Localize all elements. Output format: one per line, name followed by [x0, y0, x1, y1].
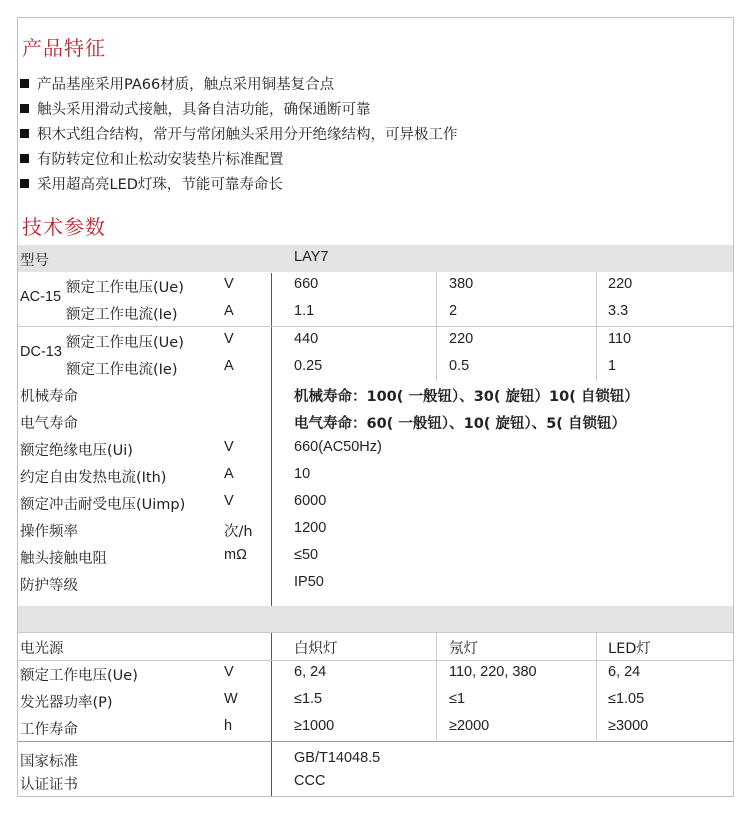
- feature-item: 有防转定位和止松动安装垫片标准配置: [20, 148, 284, 169]
- param-row: 操作频率 次/h 1200: [20, 520, 327, 540]
- dc13-voltage-row: 额定工作电压(Ue) V 440 220 110: [66, 331, 632, 351]
- tech-title: 技术参数: [22, 215, 106, 239]
- feature-item: 采用超高亮LED灯珠，节能可靠寿命长: [20, 173, 283, 194]
- param-row: 额定绝缘电压(Ui) V 660(AC50Hz): [20, 439, 382, 459]
- bullet-square-icon: [20, 129, 29, 138]
- standard-row: 国家标准 GB/T14048.5: [20, 750, 381, 770]
- bullet-square-icon: [20, 79, 29, 88]
- bullet-square-icon: [20, 154, 29, 163]
- standard-row: 认证证书 CCC: [20, 773, 326, 793]
- spec-sheet: [17, 17, 734, 797]
- ac15-voltage-row: 额定工作电压(Ue) V 660 380 220: [66, 276, 633, 296]
- dc13-current-row: 额定工作电流(Ie) A 0.25 0.5 1: [66, 358, 617, 378]
- ac15-group-label: AC-15: [20, 289, 62, 305]
- param-row: 额定冲击耐受电压(Uimp) V 6000: [20, 493, 327, 513]
- light-row: 额定工作电压(Ue) V 6, 24 110, 220, 380 6, 24: [20, 664, 641, 684]
- light-row: 工作寿命 h ≥1000 ≥2000 ≥3000: [20, 718, 649, 738]
- bullet-square-icon: [20, 179, 29, 188]
- section-band: [18, 606, 733, 632]
- feature-item: 产品基座采用PA66材质，触点采用铜基复合点: [20, 73, 334, 94]
- row-separator: [18, 741, 733, 742]
- dc13-group-label: DC-13: [20, 344, 62, 360]
- param-row: 防护等级 IP50: [20, 574, 324, 594]
- features-title: 产品特征: [22, 36, 106, 60]
- param-row: 触头接触电阻 mΩ ≤50: [20, 547, 319, 567]
- param-row: 机械寿命 机械寿命：100( 一般钮）、30( 旋钮）10( 自锁钮）: [20, 389, 639, 405]
- model-row: 型号 LAY7: [18, 245, 733, 272]
- light-row: 发光器功率(P) W ≤1.5 ≤1 ≤1.05: [20, 691, 645, 711]
- feature-item: 积木式组合结构，常开与常闭触头采用分开绝缘结构，可异极工作: [20, 123, 458, 144]
- feature-item: 触头采用滑动式接触，具备自洁功能，确保通断可靠: [20, 98, 371, 119]
- param-row: 约定自由发热电流(Ith) A 10: [20, 466, 311, 486]
- param-row: 电气寿命 电气寿命：60( 一般钮）、10( 旋钮）、5( 自锁钮）: [20, 416, 626, 432]
- ac15-current-row: 额定工作电流(Ie) A 1.1 2 3.3: [66, 303, 629, 323]
- bullet-square-icon: [20, 104, 29, 113]
- light-source-row: 电光源 白炽灯 氖灯 LED灯: [20, 641, 651, 657]
